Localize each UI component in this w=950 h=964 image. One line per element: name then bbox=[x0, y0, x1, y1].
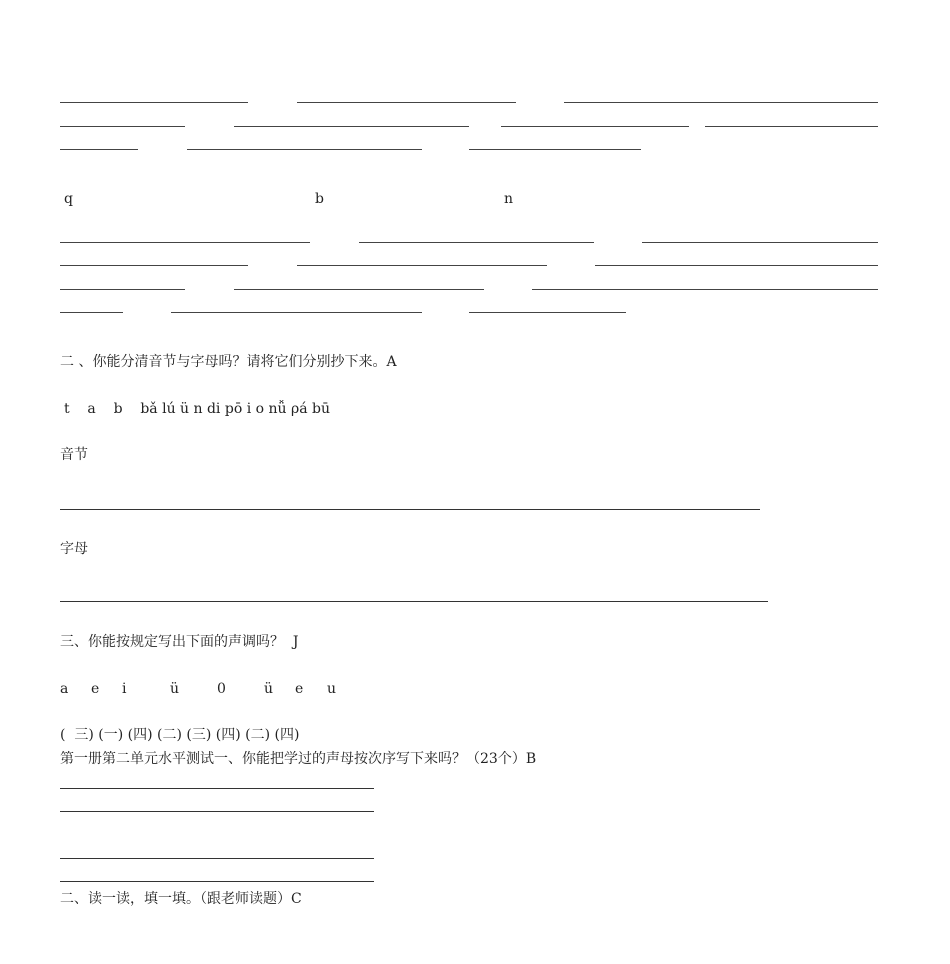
vowel: a bbox=[60, 681, 69, 697]
answer-dash-row bbox=[60, 283, 878, 297]
vowel: e bbox=[295, 681, 304, 697]
vowel: ü bbox=[170, 681, 180, 697]
answer-dash-row bbox=[60, 143, 878, 157]
answer-dash-row bbox=[60, 236, 878, 250]
letter-label: 字母 bbox=[60, 541, 88, 557]
section-2-items: t a b bǎ lú ü n di pō i o nǚ ρá bū bbox=[64, 401, 330, 417]
tone-numbers: ( 三) (一) (四) (二) (三) (四) (二) (四) bbox=[60, 727, 300, 743]
letter-q: q bbox=[64, 191, 73, 207]
letter-n: n bbox=[504, 191, 514, 207]
test-title: 第一册第二单元水平测试一、你能把学过的声母按次序写下来吗？（23个）B bbox=[60, 751, 537, 767]
answer-dash-row bbox=[60, 96, 878, 110]
answer-line bbox=[60, 788, 374, 789]
section-read-title: 二、读一读，填一填。（跟老师读题）C bbox=[60, 891, 302, 907]
syllable-answer-line bbox=[60, 509, 760, 510]
answer-line bbox=[60, 811, 374, 812]
answer-dash-row bbox=[60, 120, 878, 134]
vowel: i bbox=[122, 681, 127, 697]
letter-b: b bbox=[315, 191, 324, 207]
section-3-title: 三、你能按规定写出下面的声调吗？ J bbox=[60, 634, 299, 650]
syllable-label: 音节 bbox=[60, 447, 88, 463]
letter-answer-line bbox=[60, 601, 768, 602]
answer-dash-row bbox=[60, 259, 878, 273]
vowel: ü bbox=[264, 681, 274, 697]
answer-line bbox=[60, 858, 374, 859]
answer-dash-row bbox=[60, 306, 878, 320]
vowel: 0 bbox=[217, 681, 226, 697]
vowel: e bbox=[91, 681, 100, 697]
vowel: u bbox=[327, 681, 337, 697]
section-2-title: 二 、你能分清音节与字母吗？请将它们分别抄下来。A bbox=[60, 354, 397, 370]
answer-line bbox=[60, 881, 374, 882]
